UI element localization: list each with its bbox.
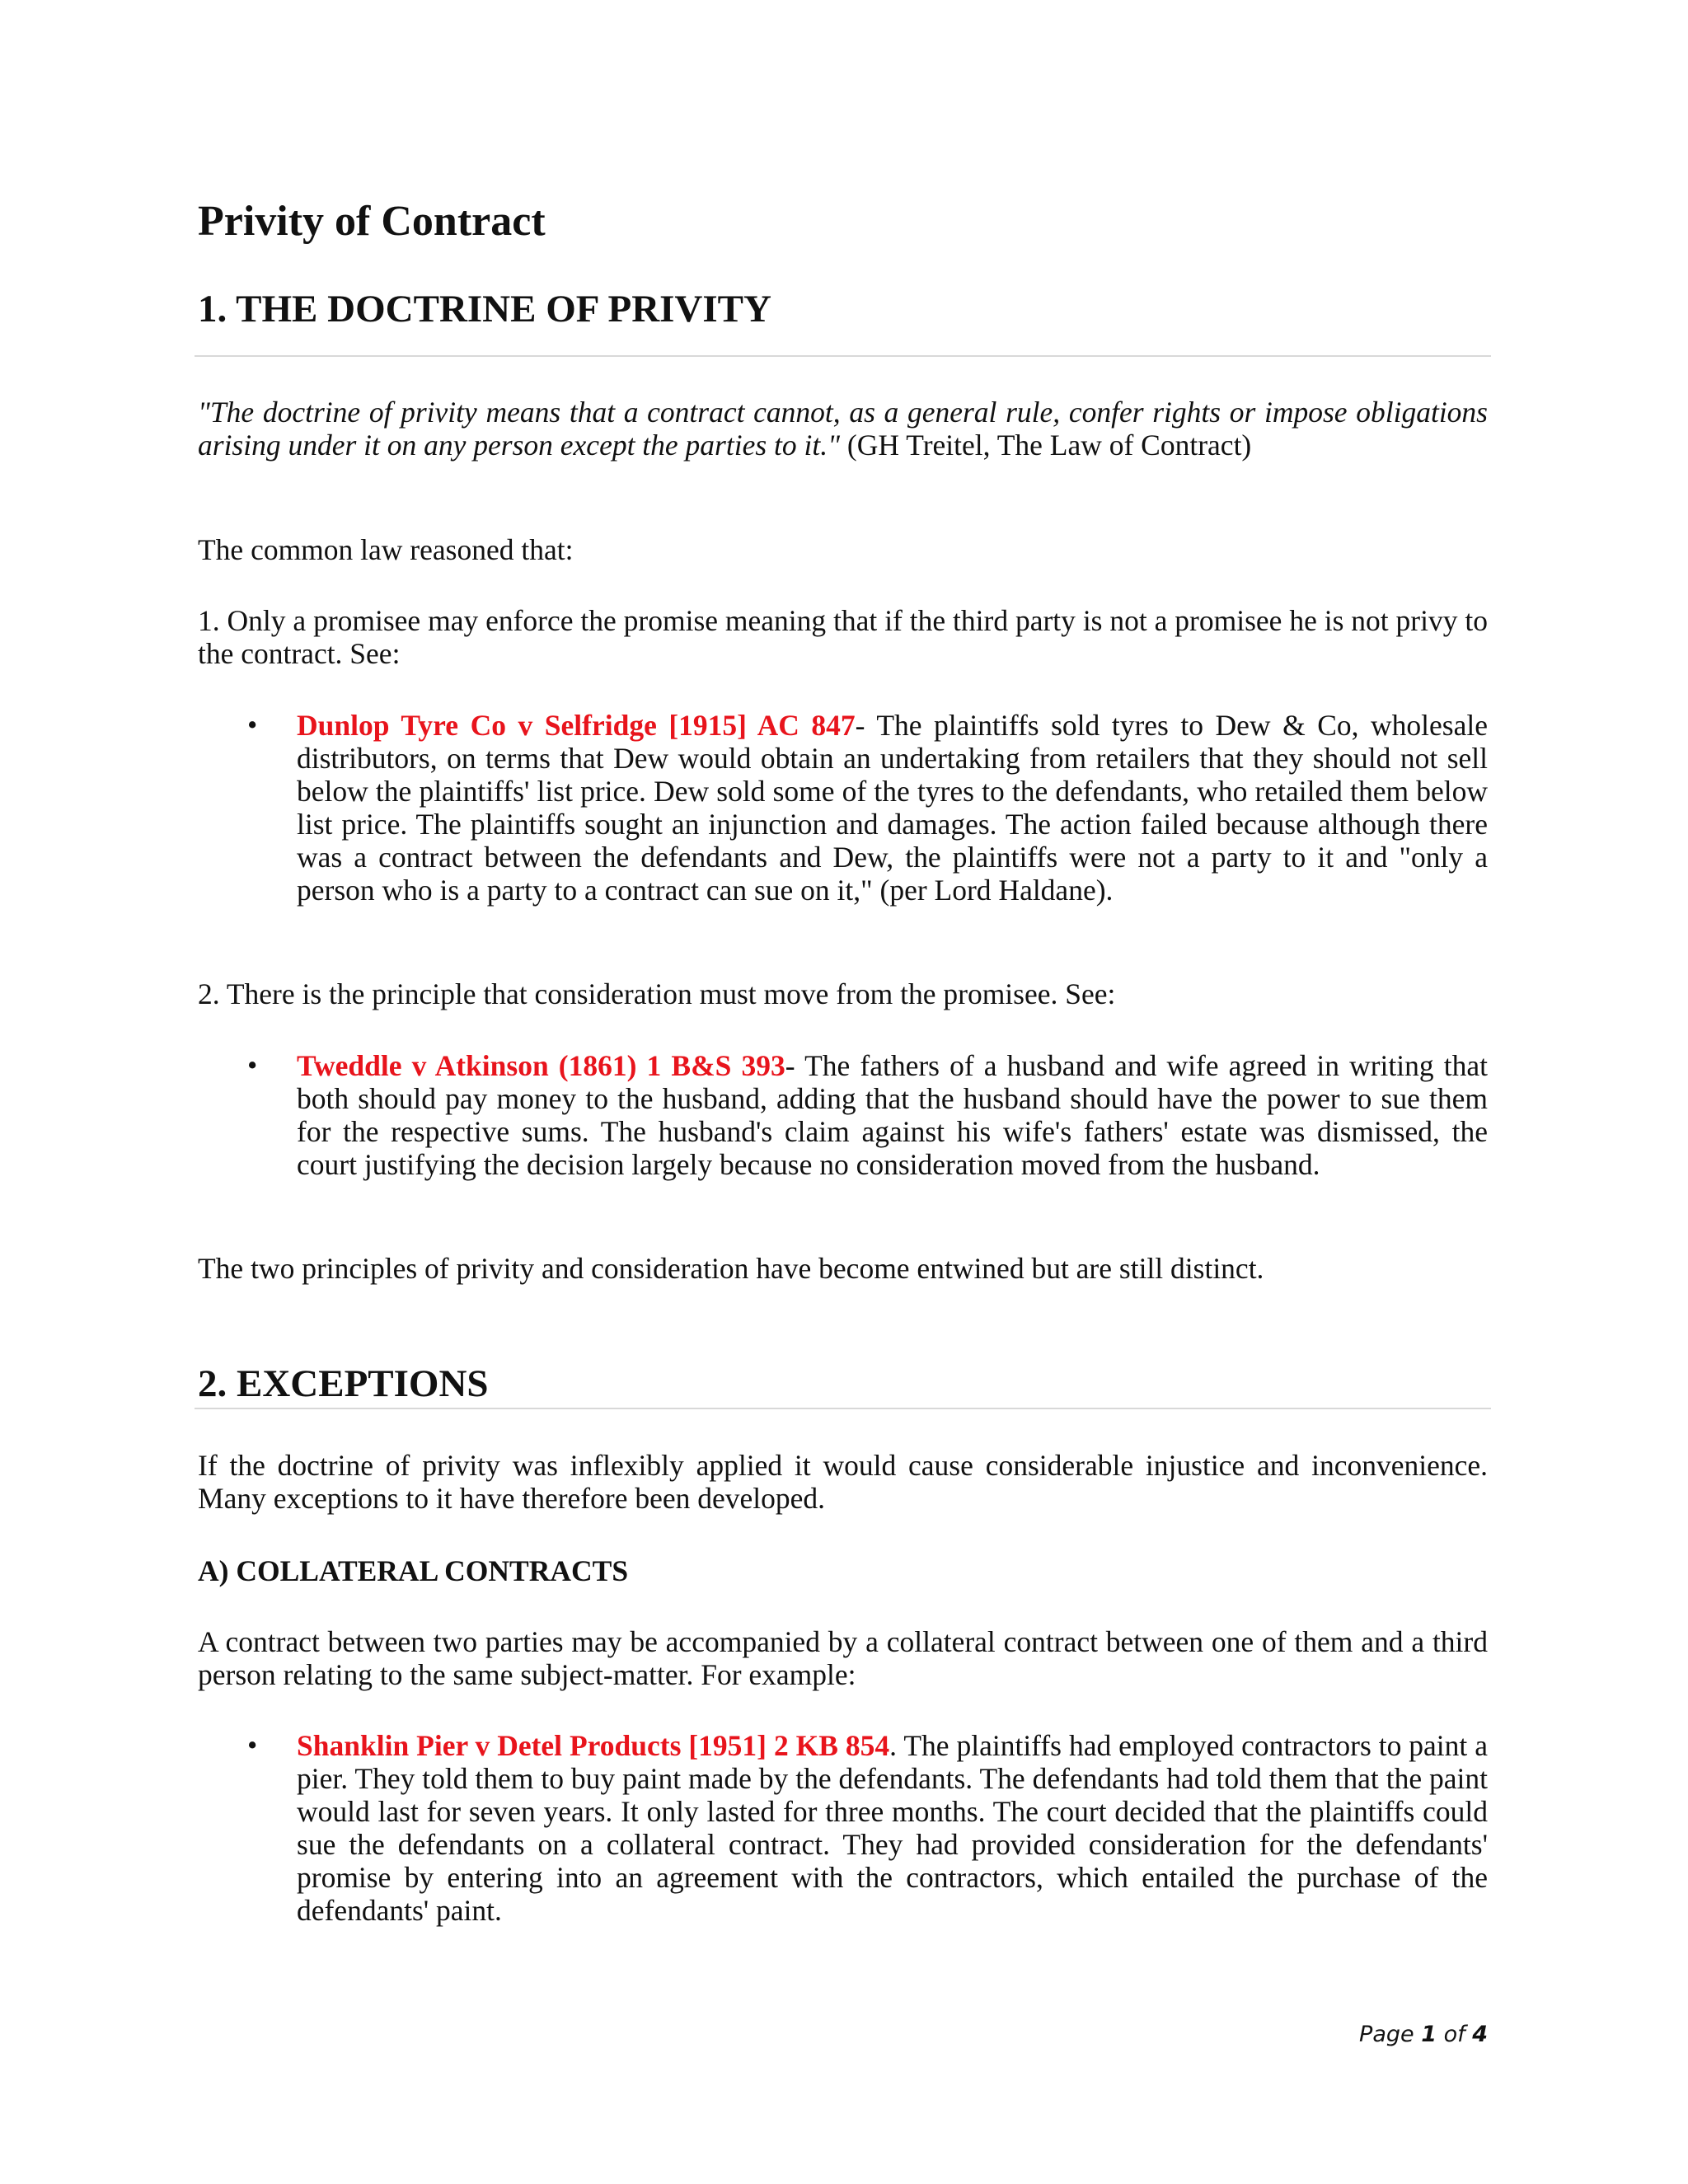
page-number-footer [1359,2021,1488,2049]
collateral-contracts-paragraph: A contract between two parties may be accompanied by a collateral contract between one of them and a third person relating to the same subject-matter. For example: [198,1625,1488,1691]
of-label: of [1437,2022,1473,2047]
bullet-icon: • [247,1729,258,1761]
document-title: Privity of Contract [198,198,546,245]
case-tweddle [297,1049,1488,1181]
case-description-shanklin: . The plaintiffs had employed contractors to paint a pier. They told them to buy paint made by the defendants. The defendants had told them that the paint would last for seven years. It only lasted for three months. The court decided that the plaintiffs could sue the defendants on a collateral contract. They had provided consideration for the defendants' promise by entering into an agreement with the contractors, which entailed the purchase of the defendants' paint. [297,1729,1488,1927]
section-divider [195,1408,1491,1409]
section-heading-doctrine: 1. THE DOCTRINE OF PRIVITY [198,288,771,330]
case-dunlop [297,709,1488,907]
point-two: 2. There is the principle that consideration must move from the promisee. See: [198,977,1116,1010]
case-description-tweddle: - The fathers of a husband and wife agreed in writing that both should pay money to the husband, adding that the husband should have the power to sue them for the respective sums. The husband's claim against his wife's fathers' estate was dismissed, the court justifying the decision largely because no consideration moved from the husband. [297,1049,1488,1181]
bullet-icon: • [247,709,258,741]
case-shanklin [297,1729,1488,1927]
exceptions-intro: If the doctrine of privity was inflexibly applied it would cause considerable injustice and inconvenience. Many exceptions to it have therefore been developed. [198,1449,1488,1515]
subheading-collateral-contracts: A) COLLATERAL CONTRACTS [198,1554,629,1587]
case-name-dunlop: Dunlop Tyre Co v Selfridge [1915] AC 847 [297,709,856,742]
principles-conclusion: The two principles of privity and consideration have become entwined but are still distinct. [198,1252,1264,1285]
point-one: 1. Only a promisee may enforce the promise meaning that if the third party is not a promisee he is not privy to the contract. See: [198,604,1488,670]
treitel-quote: "The doctrine of privity means that a contract cannot, as a general rule, confer rights or impose obligations arising under it on any person except the parties to it." [198,396,1488,462]
section-divider [195,355,1491,357]
quote-attribution: (GH Treitel, The Law of Contract) [840,429,1252,462]
page-label: Page [1359,2022,1422,2047]
case-description-dunlop: - The plaintiffs sold tyres to Dew & Co, wholesale distributors, on terms that Dew would obtain an undertaking from retailers that they should not sell below the plaintiffs' list price. Dew sold some of the tyres to the defendants, who retailed them below list price. The plaintiffs sought an injunction and damages. The action failed because although there was a contract between the defendants and Dew, the plaintiffs were not a party to it and "only a person who is a party to a contract can sue on it," (per Lord Haldane). [297,709,1488,907]
treitel-quote-paragraph [198,396,1488,462]
section-heading-exceptions: 2. EXCEPTIONS [198,1362,489,1405]
total-page-count: 4 [1472,2022,1488,2047]
common-law-intro: The common law reasoned that: [198,533,574,566]
case-name-shanklin: Shanklin Pier v Detel Products [1951] 2 KB 854 [297,1729,890,1762]
current-page-number: 1 [1421,2022,1437,2047]
case-name-tweddle: Tweddle v Atkinson (1861) 1 B&S 393 [297,1049,785,1082]
bullet-icon: • [247,1049,258,1081]
document-page [198,0,1488,2184]
